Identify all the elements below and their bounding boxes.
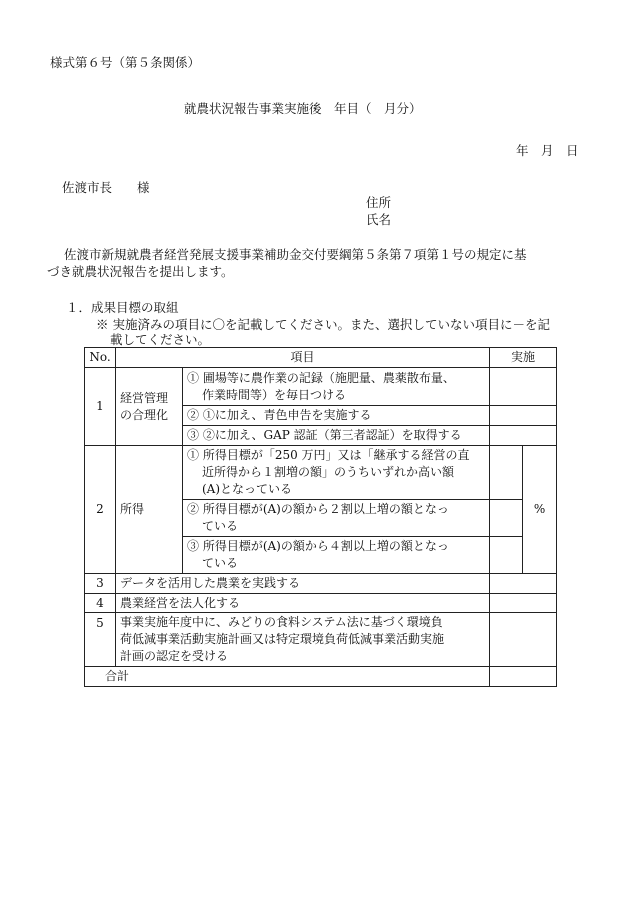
row1-category	[116, 368, 183, 446]
header-item: 項目	[116, 348, 490, 368]
row5-item-line1: 事業実施年度中に、みどりの食料システム法に基づく環境負	[120, 615, 443, 629]
row1-sub2-done-cell[interactable]	[490, 406, 557, 426]
row2-sub2-line1: ② 所得目標が(A)の額から２割以上増の額となっ	[187, 502, 449, 516]
row2-sub2	[183, 500, 490, 537]
note-line-1: ※ 実施済みの項目に〇を記載してください。また、選択していない項目に－を記	[96, 317, 550, 332]
row3-no: 3	[85, 574, 116, 594]
row5-item-line2: 荷低減事業活動実施計画又は特定環境負荷低減事業活動実施	[120, 632, 445, 646]
body-text-line-2: づき就農状況報告を提出します。	[47, 264, 234, 279]
row4-no: 4	[85, 594, 116, 613]
header-no: No.	[85, 348, 116, 368]
row2-sub1-done-cell[interactable]	[490, 446, 523, 500]
table-header-row	[85, 348, 557, 368]
name-label: 氏名	[366, 212, 392, 227]
row5-no: 5	[85, 613, 116, 667]
row2-percent-cell[interactable]: %	[523, 446, 557, 574]
row1-category-line2: の合理化	[120, 407, 169, 422]
row5-item-line3: 計画の認定を受ける	[120, 649, 229, 663]
row1-sub3-done-cell[interactable]	[490, 426, 557, 446]
row1-sub3: ③ ②に加え、GAP 認証（第三者認証）を取得する	[183, 426, 490, 446]
row2-sub1-line3: (A)となっている	[202, 482, 293, 496]
row1-sub1-line1: ① 圃場等に農作業の記録（施肥量、農薬散布量、	[187, 370, 455, 385]
row1-sub1	[183, 368, 490, 406]
body-text-line-1: 佐渡市新規就農者経営発展支援事業補助金交付要綱第５条第７項第１号の規定に基	[64, 247, 527, 262]
row4-item: 農業経営を法人化する	[116, 594, 490, 613]
table-row	[85, 594, 557, 613]
row2-sub3-line1: ③ 所得目標が(A)の額から４割以上増の額となっ	[187, 539, 449, 553]
total-label: 合計	[85, 667, 490, 687]
document-title: 就農状況報告事業実施後 年目（ 月分）	[184, 101, 422, 116]
table-row	[85, 574, 557, 594]
form-number: 様式第６号（第５条関係）	[50, 55, 201, 70]
row1-sub1-line2: 作業時間等）を毎日つける	[202, 387, 347, 402]
row2-sub1	[183, 446, 490, 500]
table-total-row	[85, 667, 557, 687]
row2-no: 2	[85, 446, 116, 574]
row2-sub2-done-cell[interactable]	[490, 500, 523, 537]
total-done-cell[interactable]	[490, 667, 557, 687]
row2-sub3-line2: ている	[202, 556, 239, 570]
note-line-2: 載してください。	[110, 332, 211, 347]
row2-sub3	[183, 537, 490, 574]
header-done: 実施	[490, 348, 557, 368]
row1-sub2: ② ①に加え、青色申告を実施する	[183, 406, 490, 426]
row3-item: データを活用した農業を実践する	[116, 574, 490, 594]
row2-sub3-done-cell[interactable]	[490, 537, 523, 574]
row1-category-line1: 経営管理	[120, 390, 169, 405]
address-label: 住所	[366, 195, 392, 210]
row2-sub2-line2: ている	[202, 519, 239, 533]
row2-sub1-line2: 近所得から１割増の額」のうちいずれか高い額	[202, 465, 455, 479]
row4-done-cell[interactable]	[490, 594, 557, 613]
table-row	[85, 613, 557, 667]
row1-sub1-done-cell[interactable]	[490, 368, 557, 406]
row2-sub1-line1: ① 所得目標が「250 万円」又は「継承する経営の直	[187, 448, 470, 462]
row1-no: 1	[85, 368, 116, 446]
row5-done-cell[interactable]	[490, 613, 557, 667]
row3-done-cell[interactable]	[490, 574, 557, 594]
row5-item	[116, 613, 490, 667]
date-line: 年 月 日	[516, 143, 579, 158]
achievement-table	[84, 347, 557, 687]
section1-heading: １．成果目標の取組	[66, 300, 179, 315]
row2-category: 所得	[116, 446, 183, 574]
table-row	[85, 368, 557, 406]
addressee: 佐渡市長 様	[62, 180, 150, 195]
table-row	[85, 446, 557, 500]
